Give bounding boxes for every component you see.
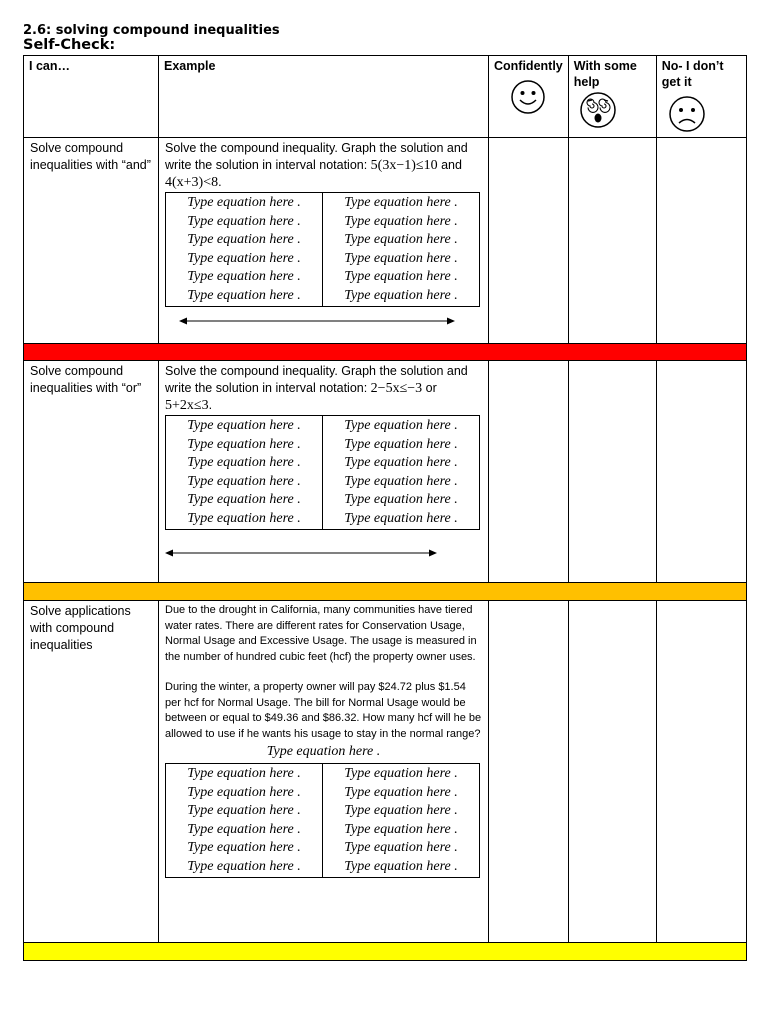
equation-placeholder[interactable]: Type equation here .: [344, 821, 458, 837]
rating-cell[interactable]: [568, 361, 656, 583]
equation-placeholder[interactable]: Type equation here .: [187, 803, 301, 819]
equation-placeholder[interactable]: Type equation here .: [187, 287, 301, 303]
equation-placeholder[interactable]: Type equation here .: [187, 250, 301, 266]
rating-cell[interactable]: [489, 138, 569, 344]
equation-placeholder[interactable]: Type equation here .: [344, 492, 458, 508]
example-and-ineq2: 4(x+3)<8: [165, 175, 219, 190]
equation-placeholder[interactable]: Type equation here .: [344, 250, 458, 266]
equation-placeholder[interactable]: Type equation here .: [187, 784, 301, 800]
equation-column-left[interactable]: [166, 764, 323, 878]
equation-column-right[interactable]: [323, 416, 480, 530]
equation-grid: [165, 192, 480, 307]
equation-placeholder[interactable]: Type equation here .: [187, 232, 301, 248]
example-and-end: .: [218, 175, 222, 189]
problem-paragraph-2: During the winter, a property owner will pay $24.72 plus $1.54 per hcf for Normal Usage. The bill for Normal Usage would be between or equal to $49.36 and $86.32. How many hcf will he be allowed to use if he wants his usage to stay in the normal range?: [165, 681, 482, 740]
equation-placeholder[interactable]: Type equation here .: [344, 232, 458, 248]
example-and-intro: Solve the compound inequality. Graph the solution and write the solution in interval notation:: [165, 141, 468, 172]
equation-placeholder[interactable]: Type equation here .: [187, 510, 301, 526]
equation-placeholder[interactable]: Type equation here .: [344, 455, 458, 471]
band-red: [24, 344, 747, 361]
sad-face-icon: [669, 96, 705, 132]
equation-placeholder[interactable]: Type equation here .: [187, 195, 301, 210]
equation-column-left[interactable]: [166, 193, 323, 307]
header-i-can: I can…: [24, 56, 159, 138]
row-and: [24, 138, 747, 344]
equation-column-right[interactable]: [323, 193, 480, 307]
equation-column-left[interactable]: [166, 416, 323, 530]
equation-placeholder[interactable]: Type equation here .: [344, 418, 458, 433]
equation-placeholder[interactable]: Type equation here .: [344, 436, 458, 452]
equation-grid: [165, 763, 480, 878]
equation-placeholder[interactable]: Type equation here .: [344, 840, 458, 856]
equation-grid: [165, 415, 480, 530]
smiley-face-icon: [511, 80, 545, 114]
equation-placeholder[interactable]: Type equation here .: [344, 473, 458, 489]
dizzy-face-icon: [580, 92, 616, 128]
equation-placeholder[interactable]: Type equation here .: [187, 766, 301, 781]
example-or: [159, 361, 489, 583]
row-or: [24, 361, 747, 583]
skill-or: Solve compound inequalities with “or”: [24, 361, 159, 583]
rating-cell[interactable]: [489, 601, 569, 943]
number-line-arrow: [165, 548, 437, 558]
problem-paragraph-1: Due to the drought in California, many communities have tiered water rates. There are different rates for Conservation Usage, Normal Usage and Excessive Usage. The usage is measured in the number of hundred cubic feet (hcf) the property owner uses.: [165, 604, 477, 663]
equation-placeholder[interactable]: Type equation here .: [187, 858, 301, 874]
example-or-conj: or: [422, 381, 437, 395]
page-subtitle: Self-Check:: [23, 37, 116, 53]
skill-applications: Solve applications with compound inequalities: [24, 601, 159, 943]
color-band-red: [24, 344, 747, 361]
equation-placeholder[interactable]: Type equation here .: [344, 766, 458, 781]
rating-cell[interactable]: [568, 601, 656, 943]
equation-placeholder[interactable]: Type equation here .: [187, 473, 301, 489]
number-line-arrow: [179, 316, 455, 326]
example-and: [159, 138, 489, 344]
example-or-end: .: [208, 398, 213, 412]
equation-placeholder[interactable]: Type equation here .: [187, 436, 301, 452]
equation-placeholder[interactable]: Type equation here .: [344, 195, 458, 210]
example-and-conj: and: [441, 158, 462, 172]
equation-placeholder[interactable]: Type equation here .: [187, 492, 301, 508]
equation-placeholder[interactable]: Type equation here .: [187, 455, 301, 471]
rating-cell[interactable]: [656, 601, 746, 943]
equation-placeholder[interactable]: Type equation here .: [344, 213, 458, 229]
row-applications: [24, 601, 747, 943]
header-no-cell: [656, 56, 746, 138]
header-example: Example: [159, 56, 489, 138]
header-some-help-cell: [568, 56, 656, 138]
header-confidently: Confidently: [494, 59, 563, 73]
equation-placeholder[interactable]: Type equation here .: [344, 803, 458, 819]
skill-and: Solve compound inequalities with “and”: [24, 138, 159, 344]
example-or-ineq1: 2−5x≤−3: [370, 381, 423, 396]
equation-placeholder[interactable]: Type equation here .: [187, 418, 301, 433]
equation-placeholder[interactable]: Type equation here .: [187, 269, 301, 285]
band-yellow: [24, 943, 747, 961]
rating-cell[interactable]: [656, 138, 746, 344]
example-or-intro: Solve the compound inequality. Graph the solution and write the solution in interval notation:: [165, 364, 468, 395]
example-or-ineq2: 5+2x≤3: [165, 398, 209, 413]
header-row: [24, 56, 747, 138]
equation-placeholder[interactable]: Type equation here .: [344, 287, 458, 303]
rating-cell[interactable]: [489, 361, 569, 583]
equation-placeholder[interactable]: Type equation here .: [344, 269, 458, 285]
equation-placeholder[interactable]: Type equation here .: [266, 744, 381, 759]
header-confidently-cell: [489, 56, 569, 138]
color-band-orange: [24, 583, 747, 601]
color-band-yellow: [24, 943, 747, 961]
rating-cell[interactable]: [568, 138, 656, 344]
equation-placeholder[interactable]: Type equation here .: [187, 821, 301, 837]
equation-placeholder[interactable]: Type equation here .: [344, 784, 458, 800]
band-orange: [24, 583, 747, 601]
equation-placeholder[interactable]: Type equation here .: [344, 510, 458, 526]
example-and-ineq1: 5(3x−1)≤10: [370, 158, 438, 173]
page-title: 2.6: solving compound inequalities: [23, 23, 280, 38]
header-some-help: With some help: [573, 59, 637, 89]
rating-cell[interactable]: [656, 361, 746, 583]
equation-column-right[interactable]: [323, 764, 480, 878]
header-no: No- I don’t get it: [661, 59, 724, 89]
equation-placeholder[interactable]: Type equation here .: [344, 858, 458, 874]
self-check-table: [23, 55, 747, 961]
equation-placeholder[interactable]: Type equation here .: [187, 213, 301, 229]
example-applications: [159, 601, 489, 943]
equation-placeholder[interactable]: Type equation here .: [187, 840, 301, 856]
